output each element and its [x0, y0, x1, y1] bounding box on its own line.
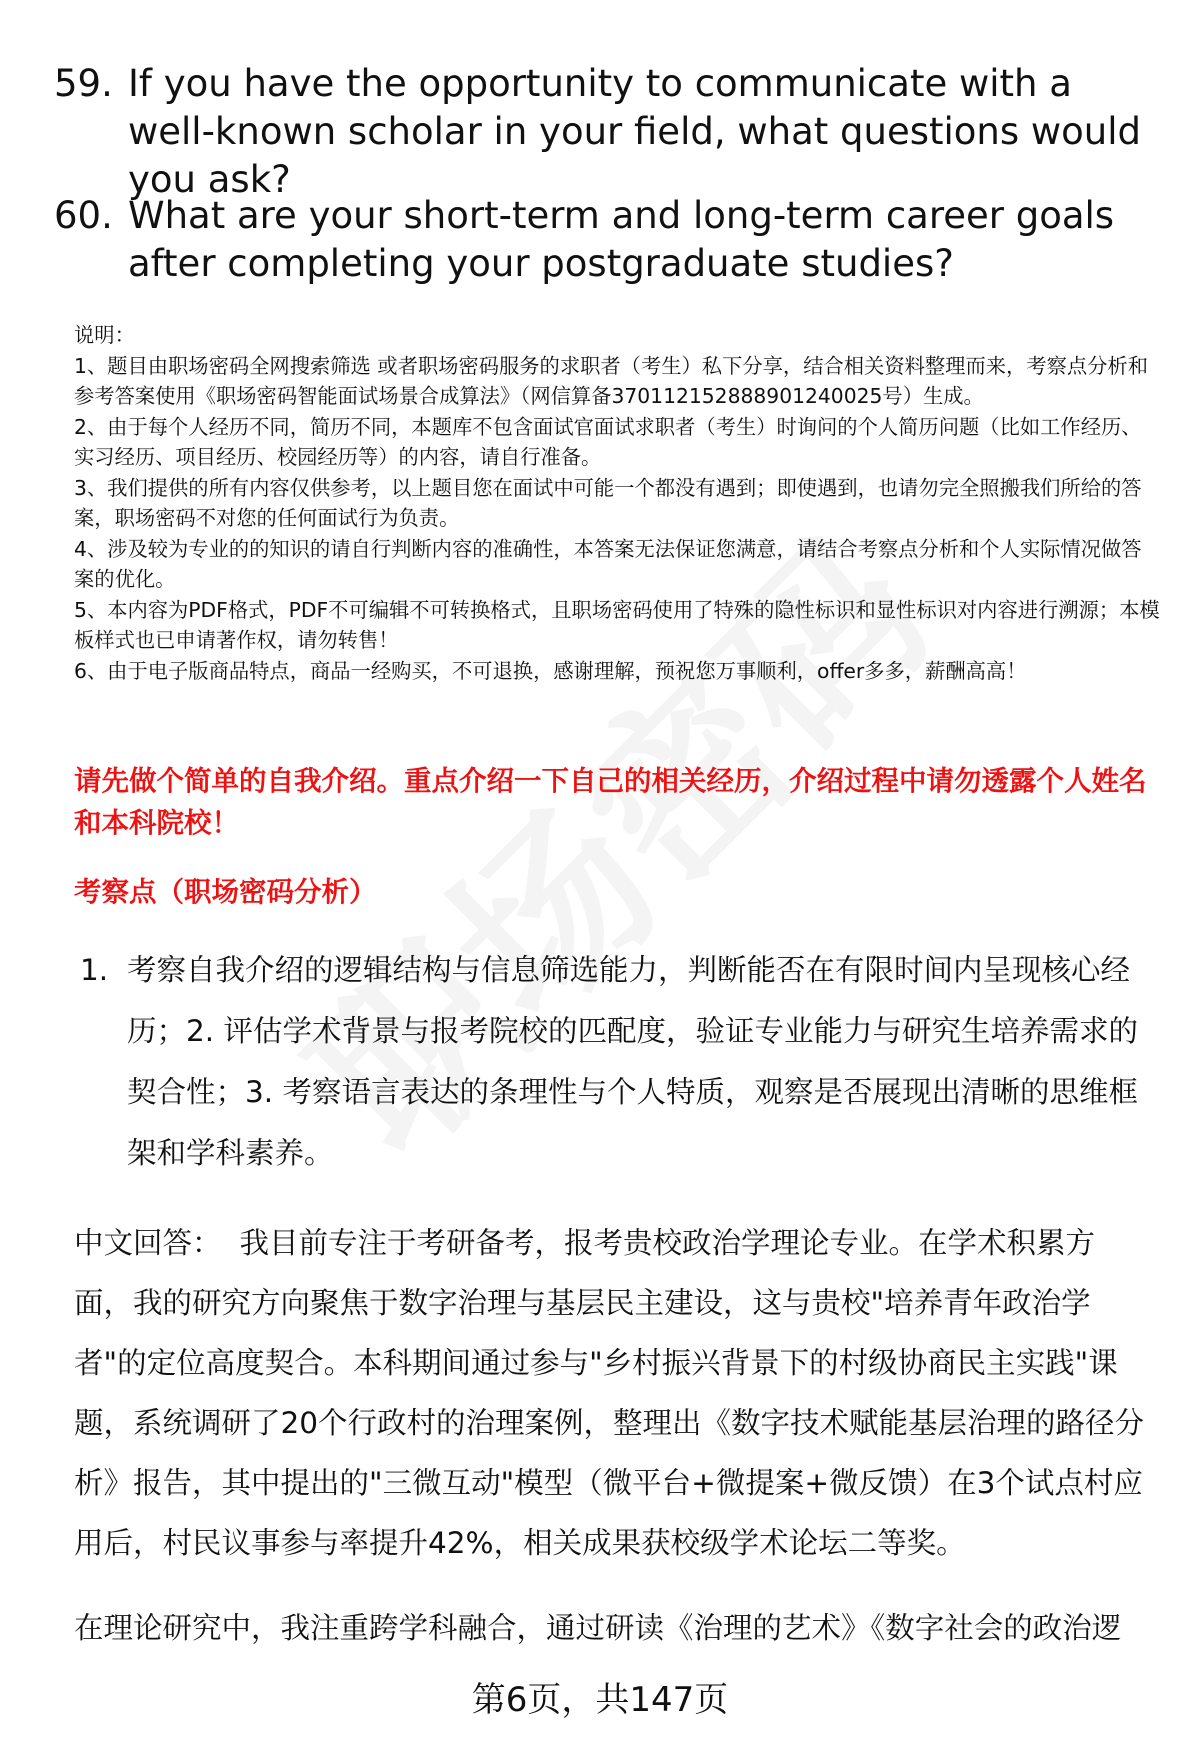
point-text: 考察自我介绍的逻辑结构与信息筛选能力，判断能否在有限时间内呈现核心经历；2. 评估学术背景与报考院校的匹配度，验证专业能力与研究生培养需求的契合性；3. 考察语言表达的条理性与个人特质，观察是否展现出清晰的思维框架和学科素养。 — [127, 953, 1139, 1170]
page-footer: 第6页，共147页 — [471, 1680, 729, 1720]
answer-text: 我目前专注于考研备考，报考贵校政治学理论专业。在学术积累方面，我的研究方向聚焦于数字治理与基层民主建设，这与贵校"培养青年政治学者"的定位高度契合。本科期间通过参与"乡村振兴背景下的村级协商民主实践"课题，系统调研了20个行政村的治理案例，整理出《数字技术赋能基层治理的路径分析》报告，其中提出的"三微互动"模型（微平台+微提案+微反馈）在3个试点村应用后，村民议事参与率提升42%，相关成果获校级学术论坛二等奖。 — [74, 1226, 1145, 1560]
note-item: 1、题目由职场密码全网搜索筛选 或者职场密码服务的求职者（考生）私下分享，结合相关资料整理而来，考察点分析和参考答案使用《职场密码智能面试场景合成算法》（网信算备370112152888901240025号）生成。 — [74, 353, 1148, 408]
note-item: 6、由于电子版商品特点，商品一经购买，不可退换，感谢理解，预祝您万事顺利，offer多多，薪酬高高！ — [74, 658, 1027, 683]
answer-paragraph-continued: 在理论研究中，我注重跨学科融合，通过研读《治理的艺术》《数字社会的政治逻 — [74, 1611, 1122, 1645]
question-text: What are your short-term and long-term career goals after completing your postgraduate studies? — [128, 194, 1115, 285]
answer-paragraph — [74, 1213, 1154, 1573]
question-60 — [54, 192, 1164, 288]
disclaimer-notes — [74, 320, 1160, 686]
answer-label: 中文回答： — [74, 1226, 222, 1260]
question-number: 60. — [54, 194, 113, 237]
note-item: 5、本内容为PDF格式，PDF不可编辑不可转换格式，且职场密码使用了特殊的隐性标识和显性标识对内容进行溯源；本模板样式也已申请著作权，请勿转售！ — [74, 597, 1160, 652]
interview-question: 请先做个简单的自我介绍。重点介绍一下自己的相关经历，介绍过程中请勿透露个人姓名和本科院校！ — [74, 765, 1147, 839]
analysis-points — [80, 940, 1160, 1184]
analysis-title: 考察点（职场密码分析） — [74, 876, 377, 908]
point-number: 1. — [80, 953, 109, 987]
note-item: 3、我们提供的所有内容仅供参考，以上题目您在面试中可能一个都没有遇到；即使遇到，也请勿完全照搬我们所给的答案，职场密码不对您的任何面试行为负责。 — [74, 475, 1142, 530]
note-item: 4、涉及较为专业的的知识的请自行判断内容的准确性，本答案无法保证您满意，请结合考察点分析和个人实际情况做答案的优化。 — [74, 536, 1142, 591]
note-item: 2、由于每个人经历不同，简历不同，本题库不包含面试官面试求职者（考生）时询问的个人简历问题（比如工作经历、实习经历、项目经历、校园经历等）的内容，请自行准备。 — [74, 414, 1142, 469]
question-text: If you have the opportunity to communicate with a well-known scholar in your field, what questions would you ask? — [128, 62, 1142, 201]
question-59 — [54, 60, 1164, 204]
notes-title: 说明： — [74, 323, 135, 347]
question-number: 59. — [54, 62, 113, 105]
